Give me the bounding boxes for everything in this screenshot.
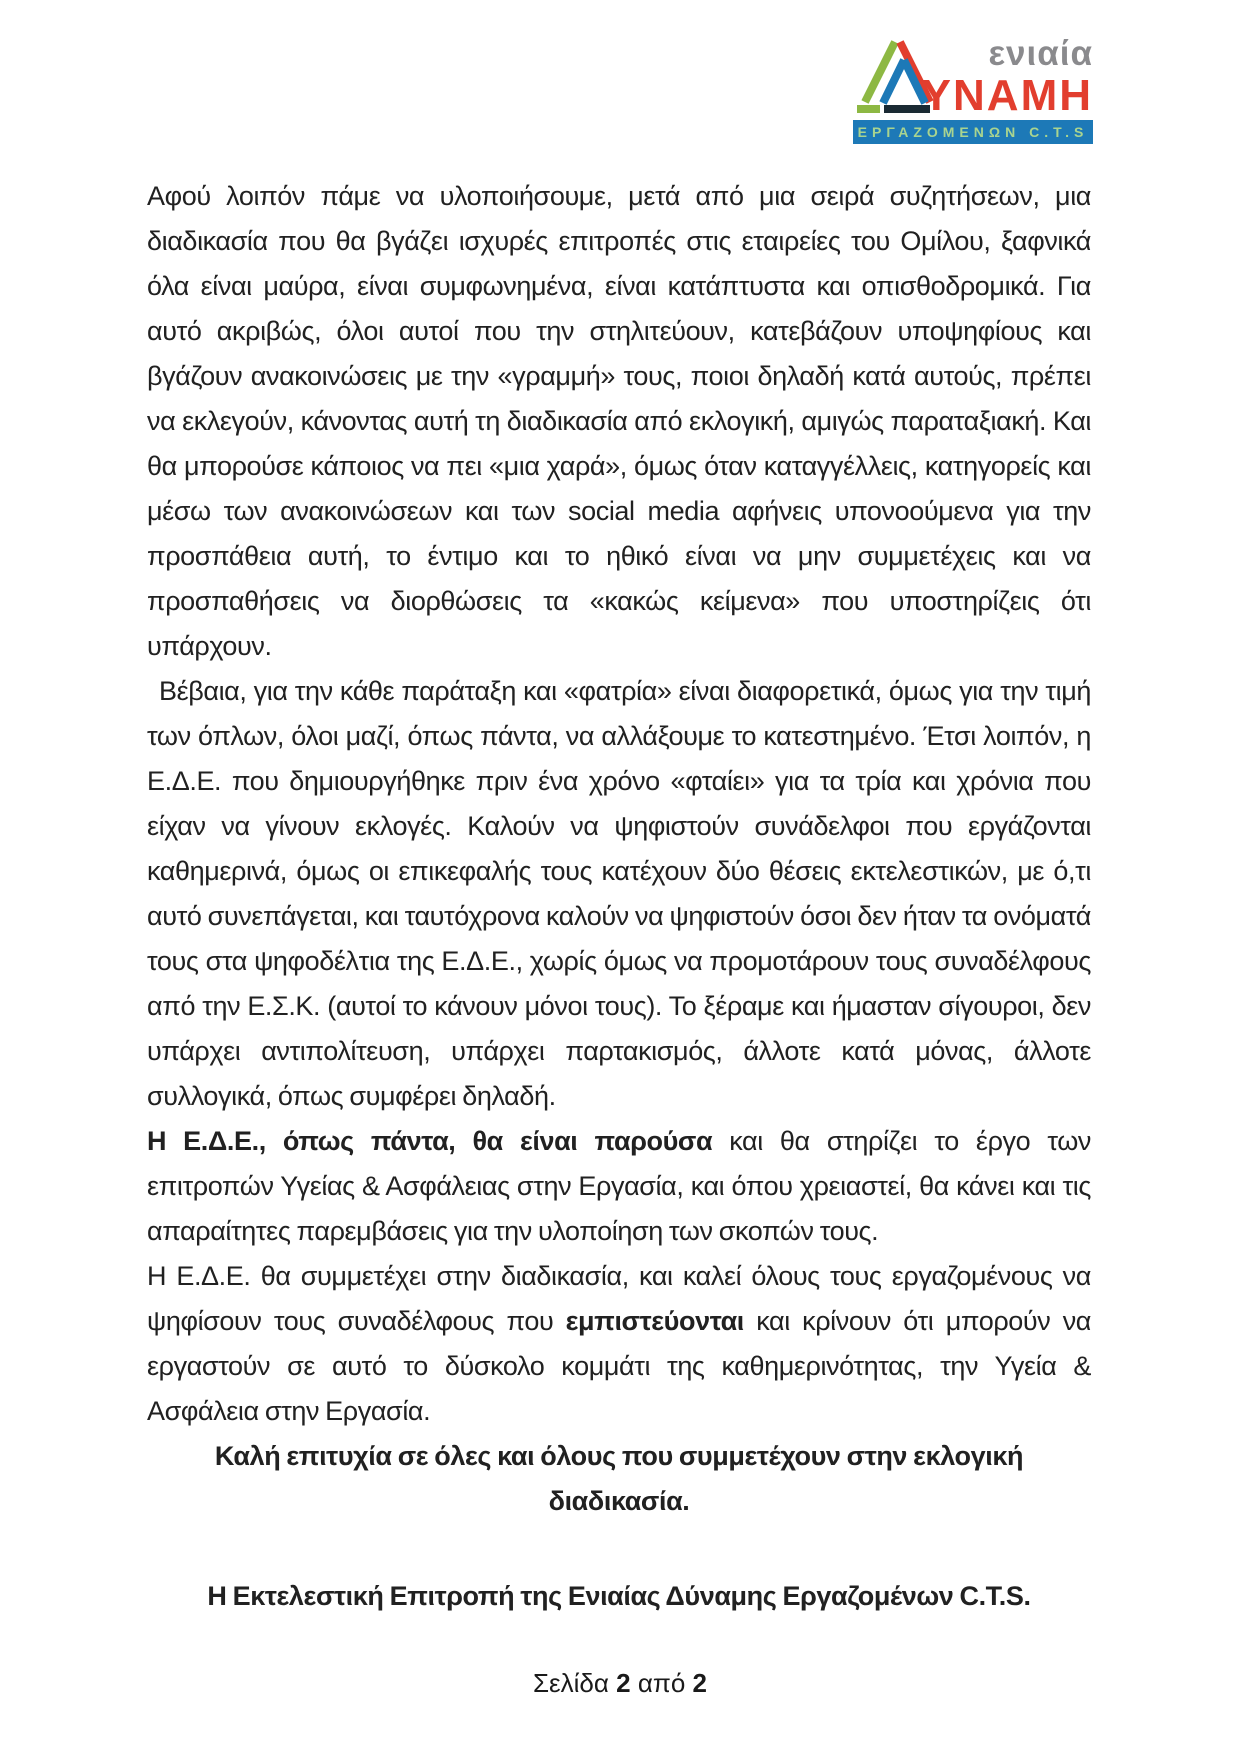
document-paragraphs: [147, 174, 1091, 1619]
paragraph-bold-text: Καλή επιτυχία σε όλες και όλους που συμμετέχουν στην εκλογική διαδικασία.: [214, 1441, 1024, 1516]
org-logo: [853, 36, 1093, 138]
paragraph-text: Βέβαια, για την κάθε παράταξη και «φατρία» είναι διαφορετικά, όμως για την τιμή των όπλων, όλοι μαζί, όπως πάντα, να αλλάξουμε το κατεστημένο. Έτσι λοιπόν, η Ε.Δ.Ε. που δημιουργήθηκε πριν ένα χρόνο «φταίει» για τα τρία και χρόνια που είχαν να γίνουν εκλογές. Καλούν να ψηφιστούν συνάδελφοι που εργάζονται καθημερινά, όμως οι επικεφαλής τους κατέχουν δύο θέσεις εκτελεστικών, με ό,τι αυτό συνεπάγεται, και ταυτόχρονα καλούν να ψηφιστούν όσοι δεν ήταν τα ονόματά τους στα ψηφοδέλτια της Ε.Δ.Ε., χωρίς όμως να προμοτάρουν τους συναδέλφους από την Ε.Σ.Κ. (αυτοί το κάνουν μόνοι τους). Το ξέραμε και ήμασταν σίγουροι, δεν υπάρχει αντιπολίτευση, υπάρχει παρτακισμός, άλλοτε κατά μόνας, άλλοτε συλλογικά, όπως συμφέρει δηλαδή.: [147, 676, 1091, 1111]
footer-page-label: Σελίδα: [532, 1668, 609, 1698]
paragraph-text: Αφού λοιπόν πάμε να υλοποιήσουμε, μετά από μια σειρά συζητήσεων, μια διαδικασία που θα βγάζει ισχυρές επιτροπές στις εταιρείες του Ομίλου, ξαφνικά όλα είναι μαύρα, είναι συμφωνημένα, είναι κατάπτυστα και οπισθοδρομικά. Για αυτό ακριβώς, όλοι αυτοί που την στηλιτεύουν, κατεβάζουν υποψηφίους και βγάζουν ανακοινώσεις με την «γραμμή» τους, ποιοι δηλαδή κατά αυτούς, πρέπει να εκλεγούν, κάνοντας αυτή τη διαδικασία από εκλογική, αμιγώς παραταξιακή. Και θα μπορούσε κάποιος να πει «μια χαρά», όμως όταν καταγγέλλεις, κατηγορείς και μέσω των ανακοινώσεων και των social media αφήνεις υπονοούμενα για την προσπάθεια αυτή, το έντιμο και το ηθικό είναι να μην συμμετέχεις και να προσπαθήσεις να διορθώσεις τα «κακώς κείμενα» που υποστηρίζεις ότι υπάρχουν.: [147, 181, 1091, 661]
paragraph-text: Η Ε.Δ.Ε. θα συμμετέχει στην διαδικασία, και καλεί όλους τους εργαζομένους να ψηφίσουν τους συναδέλφους που: [147, 1261, 1091, 1336]
paragraph-text: και κρίνουν ότι μπορούν να εργαστούν σε αυτό το δύσκολο κομμάτι της καθημερινότητας, την Υγεία & Ασφάλεια στην Εργασία.: [147, 1306, 1092, 1426]
footer-page-total: 2: [692, 1668, 708, 1698]
footer-page-number: 2: [616, 1668, 631, 1698]
paragraph-bold-text: εμπιστεύονται: [565, 1306, 744, 1336]
paragraph: [147, 1119, 1091, 1254]
paragraph: [147, 174, 1091, 669]
logo-name-rest: ΥΝΑΜΗ: [921, 71, 1093, 120]
page-footer: [0, 1668, 1240, 1699]
logo-wordmark: [922, 36, 1093, 118]
paragraph: [147, 669, 1091, 1119]
footer-of-label: από: [637, 1668, 686, 1698]
paragraph-text: και θα στηρίζει το έργο των επιτροπών Υγείας & Ασφάλειας στην Εργασία, και όπου χρειαστεί, θα κάνει και τις απαραίτητες παρεμβάσεις για την υλοποίηση των σκοπών τους.: [147, 1126, 1091, 1246]
logo-name-top: ενιαία: [988, 34, 1093, 73]
signature-line: Η Εκτελεστική Επιτροπή της Ενιαίας Δύναμης Εργαζομένων C.T.S.: [207, 1581, 1031, 1611]
paragraph: [147, 1254, 1091, 1434]
paragraph: [147, 1434, 1091, 1524]
paragraph-bold-text: Η Ε.Δ.Ε., όπως πάντα, θα είναι παρούσα: [147, 1126, 713, 1156]
logo-banner: ΕΡΓΑΖΟΜΕΝΩΝ C.T.S: [853, 120, 1093, 144]
